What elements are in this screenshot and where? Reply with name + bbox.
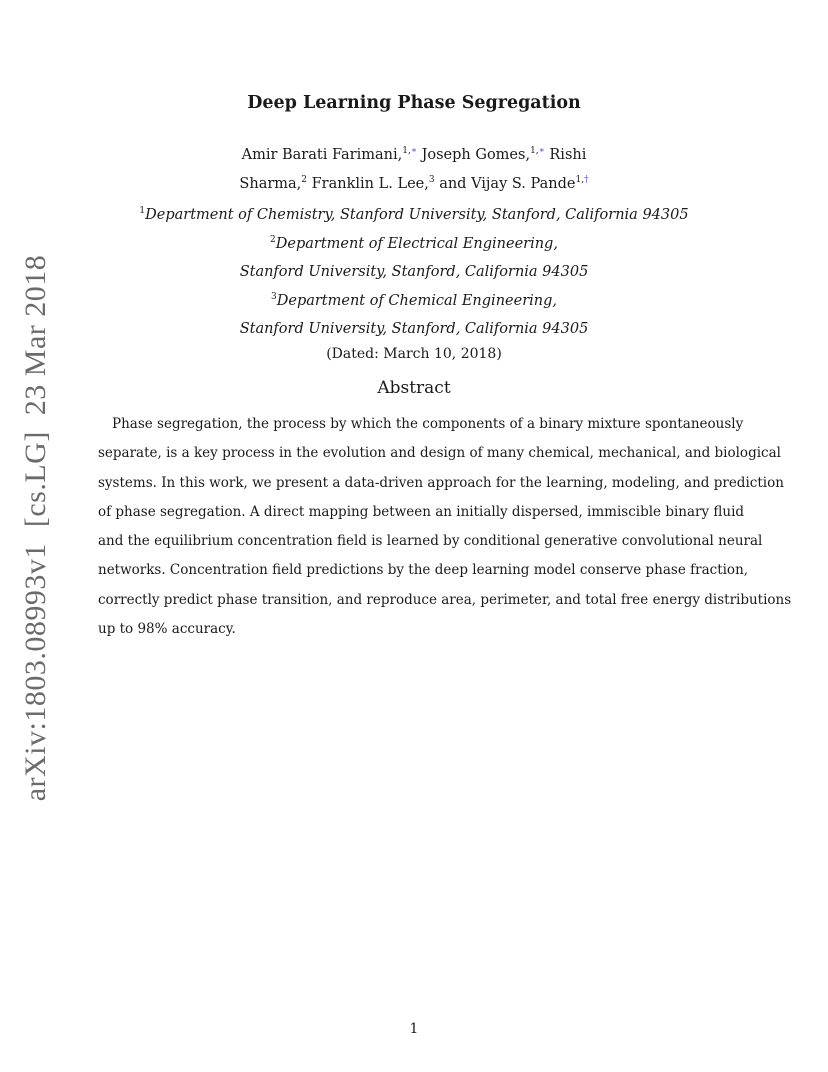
author-2: Joseph Gomes, <box>421 147 531 163</box>
affiliation-1: $^1$Department of Chemistry, Stanford University, Stanford, California 94305 <box>139 206 689 223</box>
abstract-body <box>98 410 792 644</box>
abstract-line: networks. Concentration field predictions by the deep learning model conserve phase fraction, <box>98 562 749 579</box>
author-line-1 <box>0 141 828 170</box>
author-5-affil: 1,† <box>575 175 589 185</box>
author-conjunction: and <box>439 176 467 192</box>
affiliation-list <box>0 201 828 344</box>
page-number: 1 <box>409 1021 419 1037</box>
affiliation-3: $^3$Department of Chemical Engineering, <box>271 291 557 309</box>
author-3-affil: 2 <box>301 175 308 185</box>
abstract-line: systems. In this work, we present a data-driven approach for the learning, modeling, and prediction <box>98 474 784 491</box>
arxiv-date: 23 Mar 2018 <box>19 254 52 416</box>
author-4-affil: 3 <box>428 175 435 185</box>
paper-title: Deep Learning Phase Segregation <box>247 93 581 113</box>
abstract-line: up to 98% accuracy. <box>98 621 236 638</box>
author-list <box>0 141 828 199</box>
author-1-affil: 1,∗ <box>402 146 417 156</box>
abstract-line: correctly predict phase transition, and reproduce area, perimeter, and total free energy distributions <box>98 591 792 608</box>
author-4: Franklin L. Lee, <box>311 176 429 192</box>
author-5-footnote-link[interactable]: † <box>584 175 589 185</box>
abstract-line: Phase segregation, the process by which the components of a binary mixture spontaneously <box>112 416 744 432</box>
affiliation-2: $^2$Department of Electrical Engineering, <box>270 234 558 252</box>
author-3-last: Sharma, <box>239 176 302 192</box>
abstract-heading: Abstract <box>377 378 451 398</box>
author-2-footnote-link[interactable]: ∗ <box>538 146 545 156</box>
author-2-affil: 1,∗ <box>530 146 545 156</box>
author-1: Amir Barati Farimani, <box>241 147 403 163</box>
author-3-first: Rishi <box>549 147 587 163</box>
arxiv-category: [cs.LG] <box>19 431 52 528</box>
dated-line: (Dated: March 10, 2018) <box>326 346 502 362</box>
author-1-footnote-link[interactable]: ∗ <box>410 146 417 156</box>
affiliation-2-cont: Stanford University, Stanford, California 94305 <box>239 264 589 280</box>
abstract-line: and the equilibrium concentration field is learned by conditional generative convolutional neural <box>98 533 763 550</box>
abstract-line: of phase segregation. A direct mapping between an initially dispersed, immiscible binary fluid <box>98 503 745 520</box>
affiliation-3-cont: Stanford University, Stanford, California 94305 <box>239 321 589 337</box>
author-5: Vijay S. Pande <box>471 176 576 192</box>
arxiv-id: arXiv:1803.08993v1 <box>19 543 52 802</box>
author-line-2 <box>0 170 828 199</box>
abstract-line: separate, is a key process in the evolution and design of many chemical, mechanical, and biological <box>98 445 781 462</box>
